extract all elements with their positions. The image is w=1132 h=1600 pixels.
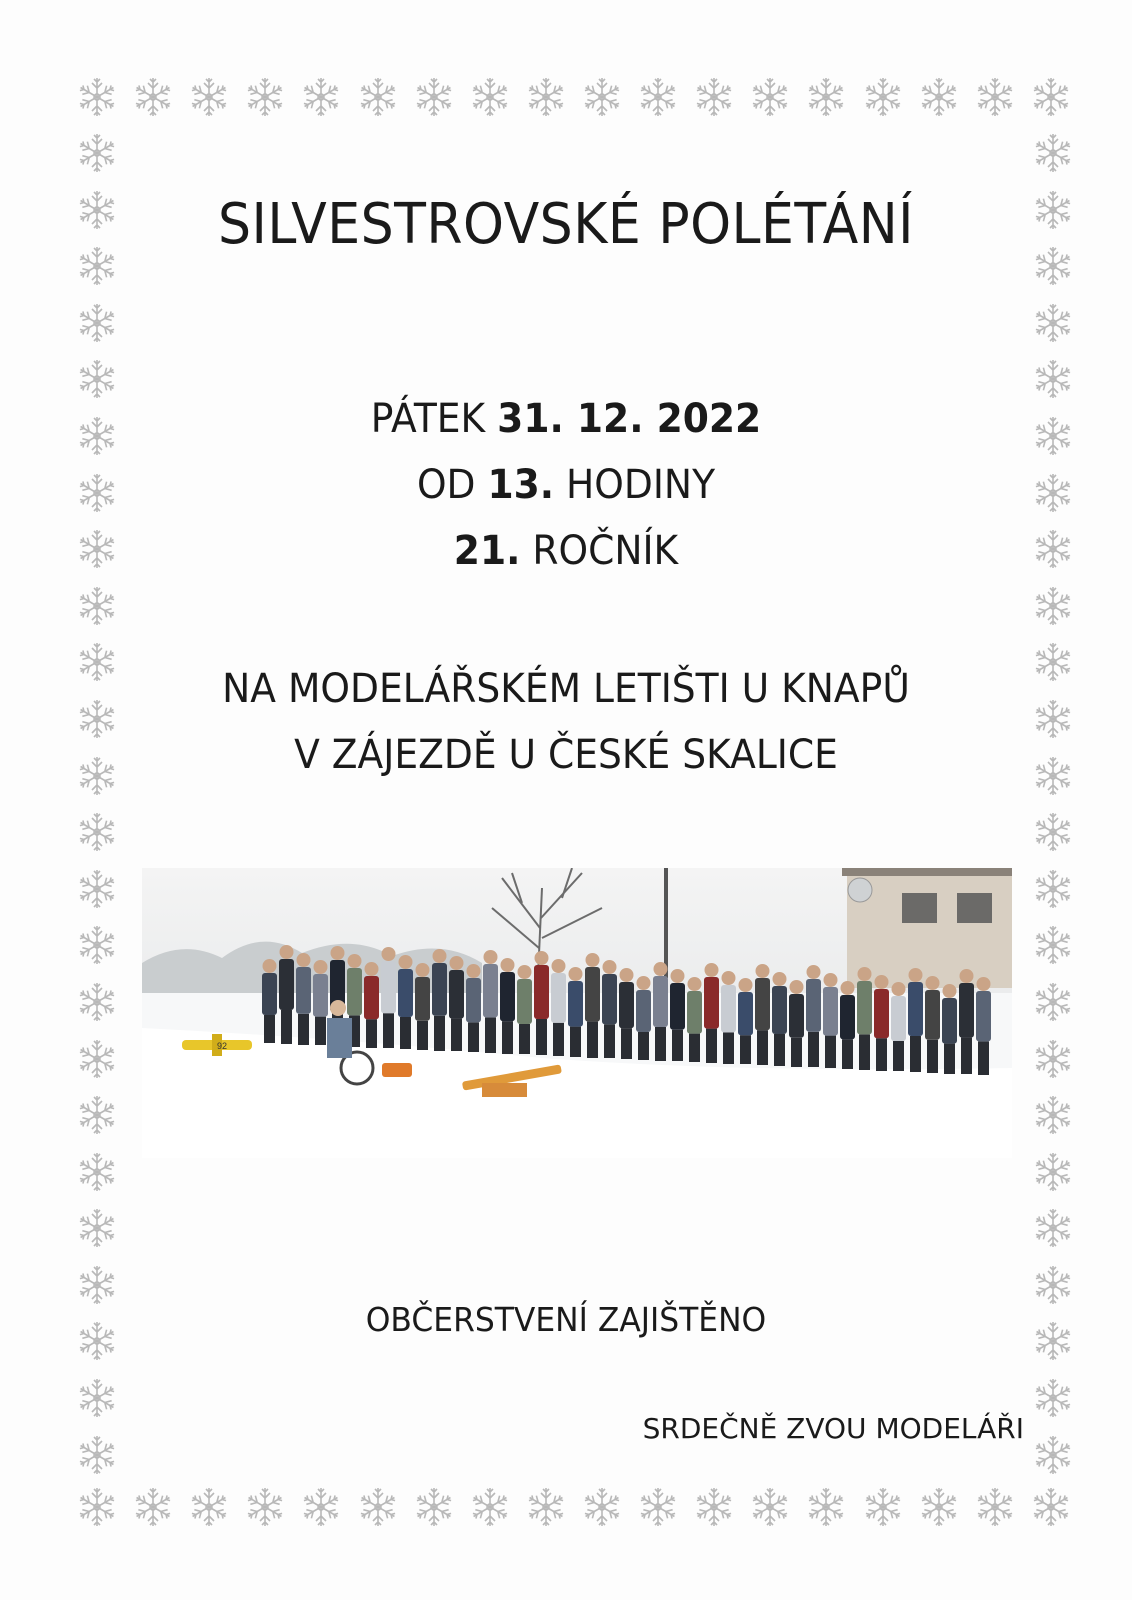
- snowflake-icon: [186, 74, 232, 120]
- date-value: 31. 12. 2022: [497, 396, 762, 442]
- snowflake-icon: [74, 1484, 120, 1530]
- snowflake-icon: [298, 1484, 344, 1530]
- snowflake-border-right: [1030, 130, 1076, 1478]
- event-photo: [142, 868, 1012, 1158]
- snowflake-icon: [74, 1149, 120, 1195]
- snowflake-icon: [635, 1484, 681, 1530]
- edition-value: 21.: [453, 528, 521, 574]
- edition-line: [34, 528, 1098, 574]
- snowflake-icon: [74, 1375, 120, 1421]
- snowflake-icon: [74, 866, 120, 912]
- snowflake-icon: [74, 1092, 120, 1138]
- snowflake-icon: [74, 979, 120, 1025]
- snowflake-icon: [691, 74, 737, 120]
- snowflake-icon: [747, 1484, 793, 1530]
- snowflake-icon: [972, 74, 1018, 120]
- snowflake-icon: [860, 1484, 906, 1530]
- edition-suffix: ROČNÍK: [520, 528, 679, 574]
- snowflake-border-left: [74, 130, 120, 1478]
- snowflake-icon: [1030, 866, 1076, 912]
- snowflake-icon: [691, 1484, 737, 1530]
- snowflake-icon: [523, 1484, 569, 1530]
- snowflake-icon: [579, 74, 625, 120]
- snowflake-icon: [972, 1484, 1018, 1530]
- snowflake-icon: [1030, 1205, 1076, 1251]
- snowflake-icon: [242, 1484, 288, 1530]
- time-suffix: HODINY: [554, 462, 716, 508]
- snowflake-icon: [1030, 979, 1076, 1025]
- snowflake-icon: [1030, 1432, 1076, 1478]
- snowflake-icon: [74, 300, 120, 346]
- snowflake-icon: [130, 74, 176, 120]
- location-line-2: V ZÁJEZDĚ U ČESKÉ SKALICE: [294, 732, 838, 778]
- snowflake-icon: [1030, 1375, 1076, 1421]
- snowflake-icon: [1030, 130, 1076, 176]
- snowflake-icon: [635, 74, 681, 120]
- date-label: PÁTEK: [370, 396, 498, 442]
- snowflake-icon: [579, 1484, 625, 1530]
- signature: SRDEČNĚ ZVOU MODELÁŘI: [642, 1412, 1024, 1445]
- snowflake-icon: [74, 130, 120, 176]
- time-prefix: OD: [416, 462, 488, 508]
- snowflake-icon: [74, 583, 120, 629]
- refreshments-note: OBČERSTVENÍ ZAJIŠTĚNO: [365, 1300, 767, 1339]
- snowflake-icon: [74, 922, 120, 968]
- crowd-photo-illustration: [142, 868, 1012, 1158]
- snowflake-icon: [1030, 1149, 1076, 1195]
- snowflake-icon: [411, 1484, 457, 1530]
- snowflake-icon: [74, 74, 120, 120]
- location-line-1: NA MODELÁŘSKÉM LETIŠTI U KNAPŮ: [222, 666, 910, 712]
- date-line: [34, 396, 1098, 442]
- snowflake-icon: [1030, 1092, 1076, 1138]
- snowflake-icon: [1028, 1484, 1074, 1530]
- snowflake-icon: [523, 74, 569, 120]
- snowflake-icon: [467, 1484, 513, 1530]
- snowflake-icon: [803, 74, 849, 120]
- snowflake-border-bottom: [74, 1484, 1074, 1530]
- snowflake-icon: [74, 1205, 120, 1251]
- time-value: 13.: [487, 462, 555, 508]
- snowflake-icon: [1030, 583, 1076, 629]
- snowflake-icon: [860, 74, 906, 120]
- snowflake-icon: [916, 1484, 962, 1530]
- snowflake-icon: [242, 74, 288, 120]
- poster-title: SILVESTROVSKÉ POLÉTÁNÍ: [218, 192, 914, 257]
- snowflake-icon: [411, 74, 457, 120]
- snowflake-icon: [74, 1036, 120, 1082]
- snowflake-icon: [355, 74, 401, 120]
- time-line: [34, 462, 1098, 508]
- snowflake-icon: [747, 74, 793, 120]
- snowflake-icon: [186, 1484, 232, 1530]
- snowflake-icon: [1030, 1036, 1076, 1082]
- snowflake-border-top: [74, 74, 1074, 120]
- snowflake-icon: [355, 1484, 401, 1530]
- svg-text:92: 92: [217, 1041, 228, 1051]
- snowflake-icon: [1030, 300, 1076, 346]
- snowflake-icon: [1030, 922, 1076, 968]
- snowflake-icon: [1028, 74, 1074, 120]
- snowflake-icon: [1030, 809, 1076, 855]
- snowflake-icon: [916, 74, 962, 120]
- snowflake-icon: [467, 74, 513, 120]
- snowflake-icon: [74, 1432, 120, 1478]
- snowflake-icon: [298, 74, 344, 120]
- snowflake-icon: [130, 1484, 176, 1530]
- snowflake-icon: [803, 1484, 849, 1530]
- snowflake-icon: [74, 809, 120, 855]
